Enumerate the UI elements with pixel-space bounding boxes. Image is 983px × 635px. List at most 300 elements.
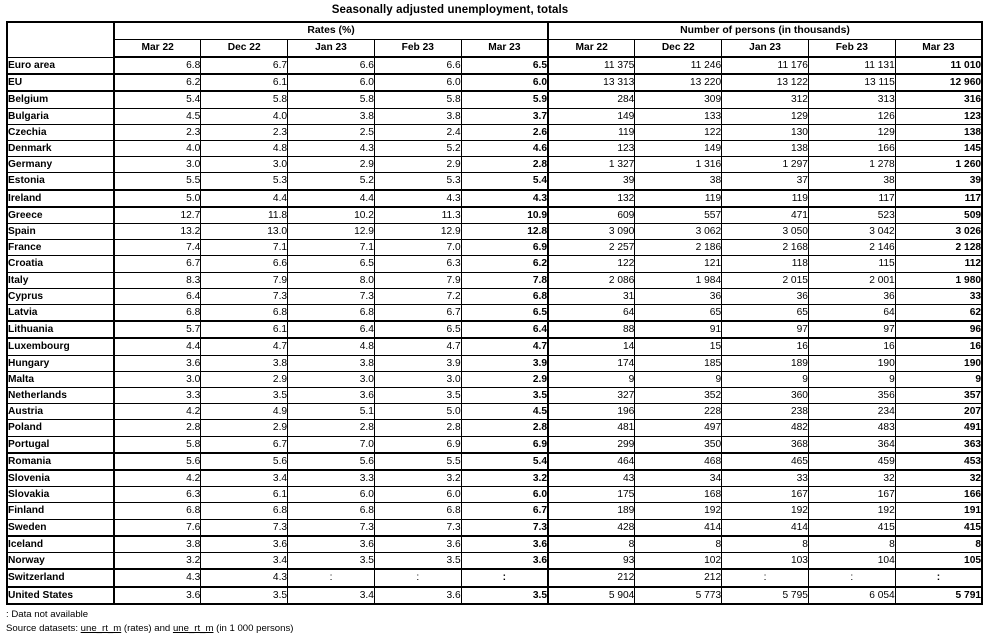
cell-rate-3: 3.0 [374,371,461,387]
cell-persons-3: 8 [808,536,895,553]
cell-rate-2: 3.8 [288,108,375,124]
cell-rate-3: 12.9 [374,224,461,240]
cell-rate-4: 6.0 [461,74,548,91]
cell-persons-3: 192 [808,503,895,519]
cell-persons-2: 482 [722,420,809,436]
table-row [7,305,982,322]
header-period-rate-feb23: Feb 23 [374,40,461,58]
cell-rate-4: 4.6 [461,141,548,157]
cell-persons-1: 2 186 [635,240,722,256]
row-country-label: Italy [7,272,114,288]
cell-rate-0: 6.8 [114,305,201,322]
cell-rate-4: 6.8 [461,288,548,304]
cell-rate-1: 13.0 [201,224,288,240]
cell-persons-2: 119 [722,190,809,207]
cell-persons-3: 117 [808,190,895,207]
cell-persons-4: 112 [895,256,982,272]
cell-rate-2: 6.8 [288,503,375,519]
cell-rate-0: 7.6 [114,519,201,536]
cell-persons-4: 16 [895,338,982,355]
cell-rate-0: 5.5 [114,173,201,190]
row-country-label: Iceland [7,536,114,553]
cell-persons-3: 167 [808,487,895,503]
cell-persons-1: 8 [635,536,722,553]
cell-rate-1: 11.8 [201,207,288,224]
cell-persons-4: 166 [895,487,982,503]
cell-rate-0: 6.4 [114,288,201,304]
cell-persons-0: 428 [548,519,635,536]
cell-rate-4: 7.3 [461,519,548,536]
cell-rate-1: 6.7 [201,57,288,74]
cell-rate-1: 2.3 [201,124,288,140]
dataset-link-persons[interactable]: une_rt_m [172,622,214,634]
header-period-rate-mar23: Mar 23 [461,40,548,58]
cell-rate-0: 6.7 [114,256,201,272]
cell-persons-3: 415 [808,519,895,536]
row-country-label: Malta [7,371,114,387]
header-corner-cell [7,22,114,57]
cell-rate-4: 3.5 [461,587,548,604]
header-group-persons: Number of persons (in thousands) [548,22,982,40]
cell-persons-1: 9 [635,371,722,387]
cell-persons-4: 1 980 [895,272,982,288]
cell-persons-4: 33 [895,288,982,304]
row-country-label: Croatia [7,256,114,272]
cell-persons-2: 368 [722,436,809,453]
cell-rate-4: 4.3 [461,190,548,207]
row-country-label: Slovakia [7,487,114,503]
cell-persons-3: 234 [808,404,895,420]
cell-rate-2: 5.1 [288,404,375,420]
row-country-label: EU [7,74,114,91]
cell-rate-1: 6.1 [201,74,288,91]
row-country-label: Ireland [7,190,114,207]
row-country-label: United States [7,587,114,604]
cell-persons-3: 16 [808,338,895,355]
cell-persons-1: 36 [635,288,722,304]
cell-persons-4: 191 [895,503,982,519]
footnote-source-prefix: Source datasets: [6,622,81,634]
table-row [7,404,982,420]
cell-rate-0: 3.6 [114,355,201,371]
cell-persons-1: 309 [635,91,722,108]
cell-rate-1: 7.1 [201,240,288,256]
cell-rate-0: 3.6 [114,587,201,604]
cell-rate-3: 6.6 [374,57,461,74]
cell-rate-0: 3.3 [114,388,201,404]
cell-persons-0: 481 [548,420,635,436]
report-page [0,4,982,634]
cell-rate-1: 4.8 [201,141,288,157]
cell-rate-1: 6.1 [201,487,288,503]
cell-persons-0: 14 [548,338,635,355]
cell-rate-4: 3.2 [461,470,548,487]
table-row [7,553,982,570]
cell-rate-2: 7.0 [288,436,375,453]
cell-persons-0: 149 [548,108,635,124]
cell-persons-3: 523 [808,207,895,224]
dataset-link-rates[interactable]: une_rt_m [80,622,122,634]
cell-persons-2: 9 [722,371,809,387]
cell-rate-2: 6.0 [288,487,375,503]
cell-rate-4: 2.8 [461,420,548,436]
cell-persons-3: 166 [808,141,895,157]
cell-rate-4: 6.5 [461,57,548,74]
cell-persons-3: 129 [808,124,895,140]
cell-persons-3: 3 042 [808,224,895,240]
cell-persons-3: : [808,569,895,586]
cell-rate-4: 3.9 [461,355,548,371]
cell-rate-3: 7.2 [374,288,461,304]
cell-persons-0: 299 [548,436,635,453]
header-period-rate-jan23: Jan 23 [288,40,375,58]
cell-persons-0: 123 [548,141,635,157]
cell-rate-4: : [461,569,548,586]
cell-persons-3: 64 [808,305,895,322]
cell-rate-1: 2.9 [201,371,288,387]
cell-rate-1: 6.1 [201,321,288,338]
cell-rate-2: 5.2 [288,173,375,190]
cell-persons-3: 483 [808,420,895,436]
cell-rate-2: 5.6 [288,453,375,470]
cell-rate-4: 12.8 [461,224,548,240]
cell-persons-2: 33 [722,470,809,487]
cell-persons-1: 119 [635,190,722,207]
cell-persons-4: 138 [895,124,982,140]
cell-rate-3: 6.0 [374,487,461,503]
cell-persons-2: 16 [722,338,809,355]
cell-rate-3: 6.3 [374,256,461,272]
row-country-label: Switzerland [7,569,114,586]
row-country-label: Euro area [7,57,114,74]
cell-rate-3: 11.3 [374,207,461,224]
table-row [7,141,982,157]
cell-persons-1: 65 [635,305,722,322]
cell-persons-0: 13 313 [548,74,635,91]
cell-persons-4: 32 [895,470,982,487]
cell-rate-3: 2.9 [374,157,461,173]
cell-rate-4: 3.6 [461,553,548,570]
cell-persons-2: 129 [722,108,809,124]
cell-rate-2: 4.4 [288,190,375,207]
cell-rate-1: 7.3 [201,519,288,536]
cell-rate-3: 7.3 [374,519,461,536]
cell-persons-4: 145 [895,141,982,157]
cell-persons-2: 360 [722,388,809,404]
cell-rate-2: 6.8 [288,305,375,322]
row-country-label: Bulgaria [7,108,114,124]
cell-rate-1: 4.7 [201,338,288,355]
row-country-label: Slovenia [7,470,114,487]
cell-rate-0: 12.7 [114,207,201,224]
cell-persons-0: 2 257 [548,240,635,256]
cell-rate-4: 6.4 [461,321,548,338]
table-row [7,388,982,404]
cell-rate-1: 3.5 [201,587,288,604]
cell-persons-2: 167 [722,487,809,503]
cell-rate-1: 6.7 [201,436,288,453]
header-period-row [7,40,982,58]
cell-rate-4: 6.9 [461,436,548,453]
cell-persons-0: 11 375 [548,57,635,74]
table-header [7,22,982,57]
cell-rate-0: 4.2 [114,404,201,420]
row-country-label: Netherlands [7,388,114,404]
table-row [7,487,982,503]
table-row [7,470,982,487]
cell-rate-3: 5.0 [374,404,461,420]
cell-persons-1: 149 [635,141,722,157]
cell-rate-1: 4.3 [201,569,288,586]
cell-persons-1: 228 [635,404,722,420]
cell-persons-0: 31 [548,288,635,304]
cell-persons-4: 3 026 [895,224,982,240]
cell-persons-0: 5 904 [548,587,635,604]
cell-persons-1: 497 [635,420,722,436]
cell-persons-3: 459 [808,453,895,470]
cell-rate-2: 3.8 [288,355,375,371]
cell-rate-0: 5.8 [114,436,201,453]
cell-persons-2: 189 [722,355,809,371]
cell-rate-1: 5.8 [201,91,288,108]
footnote-source-mid: (rates) and [121,622,173,634]
cell-rate-2: 4.8 [288,338,375,355]
cell-persons-2: 36 [722,288,809,304]
cell-rate-2: 8.0 [288,272,375,288]
cell-persons-2: 414 [722,519,809,536]
cell-rate-0: 4.4 [114,338,201,355]
cell-rate-2: 3.5 [288,553,375,570]
row-country-label: Spain [7,224,114,240]
cell-rate-0: 6.8 [114,57,201,74]
cell-rate-0: 6.8 [114,503,201,519]
cell-persons-2: 65 [722,305,809,322]
unemployment-table [6,21,983,605]
cell-rate-2: 3.6 [288,388,375,404]
cell-rate-0: 2.3 [114,124,201,140]
cell-rate-1: 4.4 [201,190,288,207]
cell-persons-3: 126 [808,108,895,124]
cell-rate-1: 3.0 [201,157,288,173]
cell-rate-0: 3.0 [114,371,201,387]
cell-rate-3: 3.6 [374,536,461,553]
cell-persons-0: 189 [548,503,635,519]
page-title: Seasonally adjusted unemployment, totals [331,4,569,16]
cell-persons-3: 364 [808,436,895,453]
row-country-label: Lithuania [7,321,114,338]
cell-rate-0: 3.0 [114,157,201,173]
cell-persons-3: 9 [808,371,895,387]
cell-persons-3: 2 146 [808,240,895,256]
cell-persons-0: 122 [548,256,635,272]
table-row [7,453,982,470]
table-row [7,371,982,387]
cell-persons-2: 130 [722,124,809,140]
cell-rate-0: 7.4 [114,240,201,256]
cell-rate-1: 5.6 [201,453,288,470]
cell-persons-2: 13 122 [722,74,809,91]
cell-rate-1: 5.3 [201,173,288,190]
cell-persons-4: 62 [895,305,982,322]
cell-persons-4: 190 [895,355,982,371]
cell-persons-4: : [895,569,982,586]
cell-persons-1: 13 220 [635,74,722,91]
cell-persons-3: 38 [808,173,895,190]
table-row [7,124,982,140]
cell-persons-1: 11 246 [635,57,722,74]
cell-rate-2: 3.4 [288,587,375,604]
table-row [7,519,982,536]
cell-persons-0: 64 [548,305,635,322]
row-country-label: Austria [7,404,114,420]
cell-persons-4: 12 960 [895,74,982,91]
cell-rate-3: : [374,569,461,586]
cell-persons-3: 6 054 [808,587,895,604]
cell-persons-4: 491 [895,420,982,436]
table-row [7,57,982,74]
cell-rate-2: 2.8 [288,420,375,436]
table-row [7,207,982,224]
cell-rate-1: 3.8 [201,355,288,371]
cell-persons-2: 312 [722,91,809,108]
row-country-label: Latvia [7,305,114,322]
cell-rate-1: 3.6 [201,536,288,553]
header-period-persons-feb23: Feb 23 [808,40,895,58]
cell-rate-3: 7.0 [374,240,461,256]
cell-rate-0: 4.5 [114,108,201,124]
cell-rate-3: 6.0 [374,74,461,91]
cell-persons-3: 97 [808,321,895,338]
cell-rate-3: 3.2 [374,470,461,487]
cell-persons-1: 3 062 [635,224,722,240]
row-country-label: Norway [7,553,114,570]
header-period-persons-mar23: Mar 23 [895,40,982,58]
cell-rate-0: 8.3 [114,272,201,288]
row-country-label: Poland [7,420,114,436]
cell-persons-2: 5 795 [722,587,809,604]
cell-rate-3: 6.7 [374,305,461,322]
table-row [7,91,982,108]
cell-persons-1: 212 [635,569,722,586]
cell-rate-0: 6.2 [114,74,201,91]
cell-persons-2: 465 [722,453,809,470]
cell-rate-3: 4.7 [374,338,461,355]
table-row [7,436,982,453]
cell-persons-4: 316 [895,91,982,108]
table-row [7,338,982,355]
cell-persons-0: 609 [548,207,635,224]
table-row [7,420,982,436]
cell-persons-3: 13 115 [808,74,895,91]
cell-persons-1: 38 [635,173,722,190]
cell-persons-3: 313 [808,91,895,108]
cell-persons-1: 168 [635,487,722,503]
table-row [7,74,982,91]
cell-persons-0: 119 [548,124,635,140]
cell-persons-1: 91 [635,321,722,338]
cell-persons-0: 39 [548,173,635,190]
cell-persons-2: 103 [722,553,809,570]
cell-persons-2: 97 [722,321,809,338]
cell-rate-2: 2.9 [288,157,375,173]
row-country-label: Denmark [7,141,114,157]
table-row [7,503,982,519]
cell-persons-2: 1 297 [722,157,809,173]
row-country-label: Cyprus [7,288,114,304]
cell-persons-3: 190 [808,355,895,371]
cell-persons-4: 2 128 [895,240,982,256]
cell-rate-3: 2.4 [374,124,461,140]
cell-rate-3: 3.8 [374,108,461,124]
cell-persons-3: 115 [808,256,895,272]
table-row [7,355,982,371]
cell-persons-3: 36 [808,288,895,304]
header-period-persons-mar22: Mar 22 [548,40,635,58]
cell-rate-1: 4.0 [201,108,288,124]
cell-persons-4: 9 [895,371,982,387]
cell-persons-0: 464 [548,453,635,470]
cell-persons-1: 185 [635,355,722,371]
cell-rate-4: 4.5 [461,404,548,420]
cell-rate-3: 6.9 [374,436,461,453]
cell-persons-1: 102 [635,553,722,570]
cell-persons-2: 11 176 [722,57,809,74]
cell-persons-1: 34 [635,470,722,487]
cell-rate-0: 6.3 [114,487,201,503]
cell-rate-3: 6.8 [374,503,461,519]
cell-persons-3: 32 [808,470,895,487]
row-country-label: Hungary [7,355,114,371]
cell-persons-4: 363 [895,436,982,453]
cell-rate-0: 2.8 [114,420,201,436]
cell-rate-0: 3.8 [114,536,201,553]
cell-persons-4: 105 [895,553,982,570]
cell-persons-1: 557 [635,207,722,224]
row-country-label: Finland [7,503,114,519]
cell-persons-4: 1 260 [895,157,982,173]
cell-persons-0: 196 [548,404,635,420]
cell-persons-0: 212 [548,569,635,586]
cell-persons-3: 1 278 [808,157,895,173]
table-row [7,108,982,124]
table-row [7,256,982,272]
cell-rate-0: 4.0 [114,141,201,157]
cell-rate-3: 5.2 [374,141,461,157]
cell-persons-2: 238 [722,404,809,420]
cell-persons-0: 93 [548,553,635,570]
cell-rate-0: 4.2 [114,470,201,487]
cell-rate-0: 5.7 [114,321,201,338]
cell-persons-3: 2 001 [808,272,895,288]
cell-persons-2: 192 [722,503,809,519]
cell-rate-0: 5.6 [114,453,201,470]
cell-rate-0: 5.4 [114,91,201,108]
cell-persons-0: 9 [548,371,635,387]
cell-persons-0: 132 [548,190,635,207]
cell-rate-0: 4.3 [114,569,201,586]
cell-persons-4: 96 [895,321,982,338]
cell-rate-2: 3.0 [288,371,375,387]
cell-rate-1: 6.8 [201,503,288,519]
cell-persons-2: 37 [722,173,809,190]
cell-rate-1: 3.5 [201,388,288,404]
cell-rate-2: 6.5 [288,256,375,272]
cell-rate-2: 2.5 [288,124,375,140]
row-country-label: Belgium [7,91,114,108]
table-row [7,224,982,240]
cell-rate-4: 6.0 [461,487,548,503]
cell-rate-2: 4.3 [288,141,375,157]
